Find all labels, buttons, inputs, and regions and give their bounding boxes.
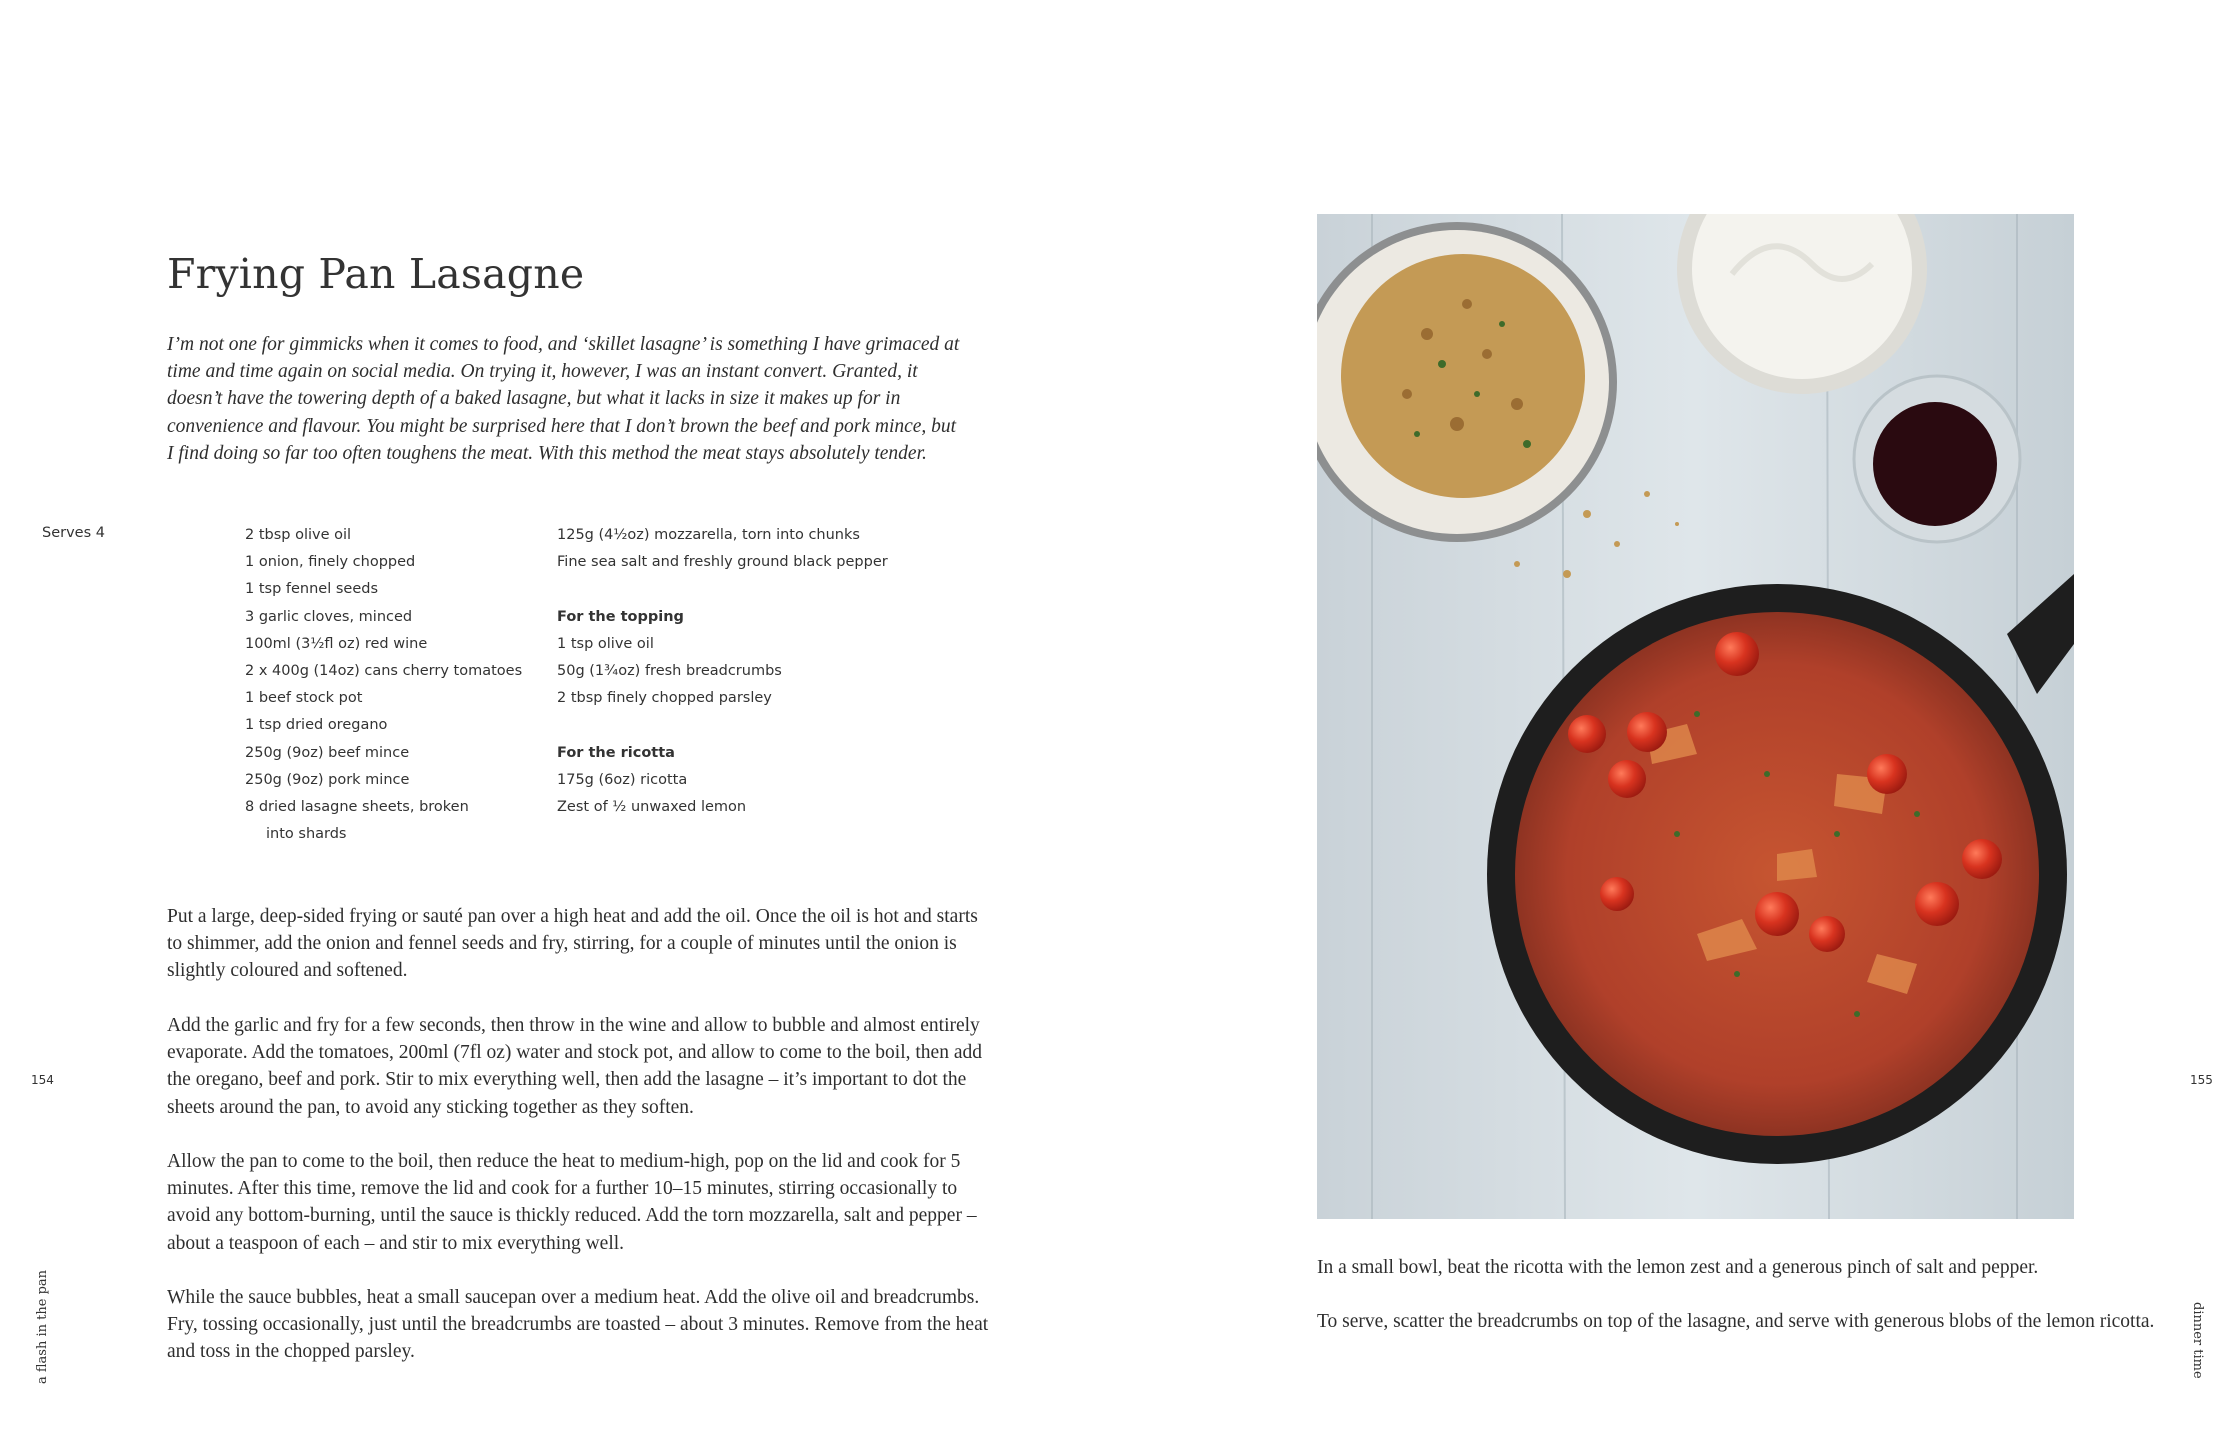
recipe-intro: I’m not one for gimmicks when it comes to food, and ‘skillet lasagne’ is something I have grimaced at time and time again on social media. On trying it, however, I was an instant convert. Granted, it doesn’t have the towering depth of a baked lasagne, but what it lacks in size it makes up for in convenience and flavour. You might be surprised here that I don’t brown the beef and pork mince, but I find doing so far too often toughens the meat. With this method the meat stays absolutely tender. (167, 334, 960, 464)
ingredient-item: 175g (6oz) ricotta (557, 771, 688, 788)
running-head-left: a flash in the pan (35, 1269, 50, 1384)
page-number-right: 155 (2190, 1073, 2213, 1087)
ricotta-heading: For the ricotta (557, 744, 675, 761)
ingredients-column-2 (557, 522, 888, 821)
ingredient-item: 2 tbsp finely chopped parsley (557, 690, 772, 707)
ingredient-item: 1 tsp fennel seeds (245, 581, 379, 598)
method-step-6: To serve, scatter the breadcrumbs on top of the lasagne, and serve with generous blobs of the lemon ricotta. (1317, 1311, 2155, 1332)
ingredient-item: 1 tsp olive oil (557, 635, 654, 652)
method-step-4: While the sauce bubbles, heat a small saucepan over a medium heat. Add the olive oil and breadcrumbs. Fry, tossing occasionally, just until the breadcrumbs are toasted – about 3 minutes. Remove from the heat and toss in the chopped parsley. (167, 1287, 989, 1363)
ingredient-item: 1 beef stock pot (245, 690, 363, 707)
ingredient-item: 100ml (3½fl oz) red wine (245, 635, 428, 652)
method-step-2: Add the garlic and fry for a few seconds, then throw in the wine and allow to bubble and almost entirely evaporate. Add the tomatoes, 200ml (7fl oz) water and stock pot, and allow to come to the boil, then add the oregano, beef and pork. Stir to mix everything well, then add the lasagne – it’s important to dot the sheets around the pan, to avoid any sticking together as they soften. (167, 1015, 982, 1118)
serves-label: Serves 4 (42, 525, 105, 541)
ingredient-item: 125g (4½oz) mozzarella, torn into chunks (557, 527, 860, 543)
ingredient-item: 1 onion, finely chopped (245, 554, 416, 571)
recipe-title: Frying Pan Lasagne (167, 250, 585, 298)
method-step-3: Allow the pan to come to the boil, then reduce the heat to medium-high, pop on the lid and cook for 5 minutes. After this time, remove the lid and cook for a further 10–15 minutes, stirring occasionally to avoid any bottom-burning, until the sauce is thickly reduced. Add the torn mozzarella, salt and pepper – about a teaspoon of each – and stir to mix everything well. (167, 1151, 977, 1254)
ingredient-item: Zest of ½ unwaxed lemon (557, 798, 747, 815)
spacer (557, 712, 888, 739)
ingredient-item: 3 garlic cloves, minced (245, 608, 413, 625)
running-head-right: dinner time (2190, 1302, 2205, 1379)
spacer (557, 576, 888, 603)
ingredient-item-continued: into shards (266, 826, 347, 843)
ingredient-item: 1 tsp dried oregano (245, 717, 388, 734)
ingredient-item: 250g (9oz) beef mince (245, 744, 410, 761)
ingredient-item: 50g (1¾oz) fresh breadcrumbs (557, 662, 782, 679)
method-step-1: Put a large, deep-sided frying or sauté pan over a high heat and add the oil. Once the oil is hot and starts to shimmer, add the onion and fennel seeds and fry, stirring, for a couple of minutes until the onion is slightly coloured and softened. (167, 906, 978, 982)
recipe-photo (1317, 214, 2074, 1219)
page-number-left: 154 (31, 1073, 54, 1087)
ingredients-column-1 (245, 522, 522, 848)
ingredient-item: 8 dried lasagne sheets, broken (245, 798, 469, 815)
topping-heading: For the topping (557, 608, 684, 625)
ingredient-item: Fine sea salt and freshly ground black pepper (557, 554, 888, 571)
ingredient-item: 2 tbsp olive oil (245, 527, 352, 543)
ingredient-item: 2 x 400g (14oz) cans cherry tomatoes (245, 662, 523, 679)
method-step-5: In a small bowl, beat the ricotta with the lemon zest and a generous pinch of salt and pepper. (1317, 1257, 2039, 1278)
ingredient-item: 250g (9oz) pork mince (245, 771, 410, 788)
